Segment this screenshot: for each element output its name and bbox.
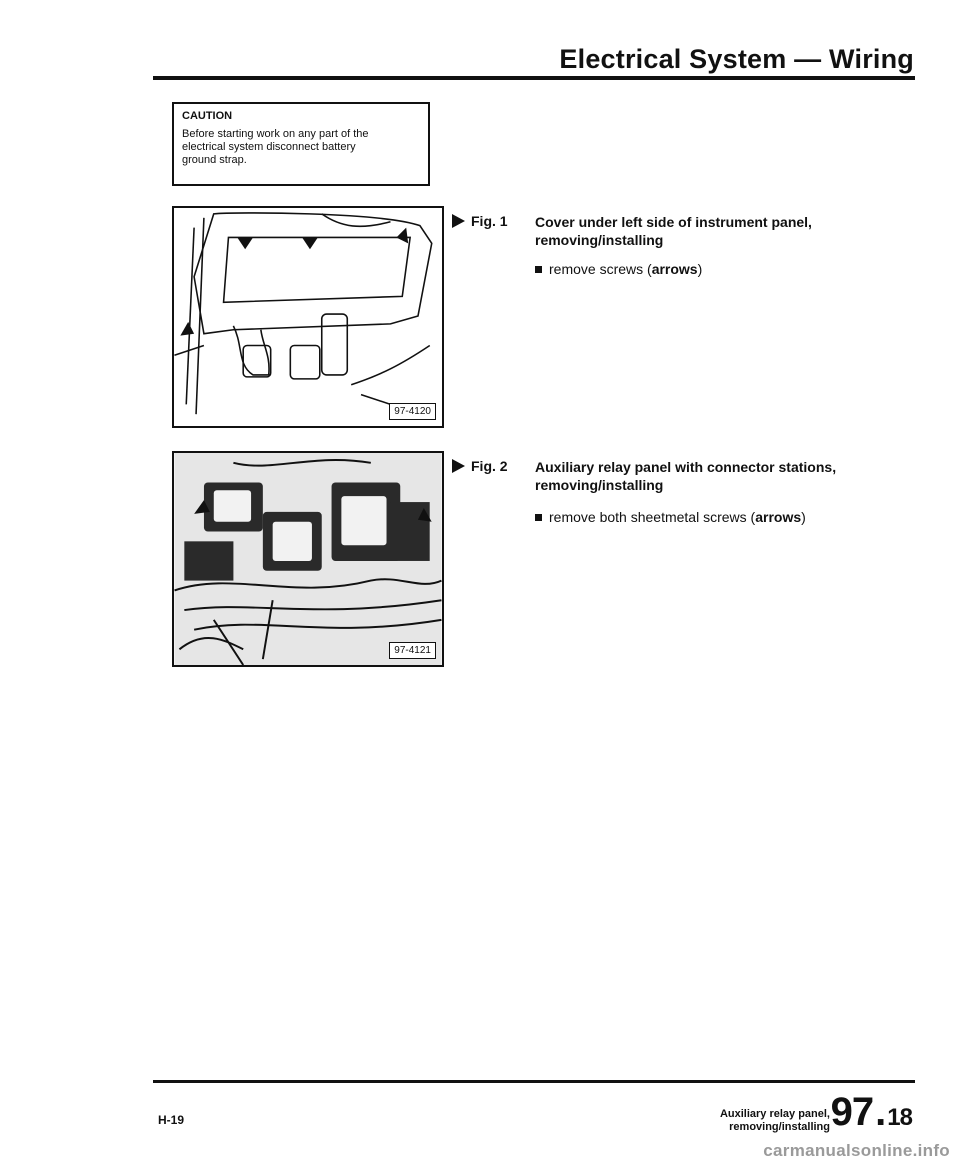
figure-2-label: Fig. 2 bbox=[452, 458, 508, 476]
figure-2-illustration bbox=[172, 451, 444, 667]
figure-1-illustration bbox=[172, 206, 444, 428]
pointer-arrow-icon bbox=[452, 459, 465, 473]
footer-caption: Auxiliary relay panel, removing/installing bbox=[719, 1108, 830, 1133]
page-id: H-19 bbox=[158, 1113, 185, 1127]
figure-2-title: Auxiliary relay panel with connector stations, removing/installing bbox=[535, 459, 837, 493]
relay-panel-drawing bbox=[174, 453, 442, 665]
footer-rule bbox=[153, 1080, 915, 1083]
screw-arrow-1 bbox=[237, 237, 253, 249]
figure-1-title: Cover under left side of instrument panel, removing/installing bbox=[535, 214, 812, 248]
figure-2-number: 97-4121 bbox=[389, 642, 436, 659]
pointer-arrow-icon bbox=[452, 214, 465, 228]
caution-heading: CAUTION bbox=[182, 110, 233, 122]
caution-text: Before starting work on any part of the electrical system disconnect battery ground strap. bbox=[182, 128, 369, 166]
caution-box bbox=[172, 102, 430, 186]
figure-2-instruction: remove both sheetmetal screws (arrows) bbox=[535, 508, 806, 526]
bullet-square-icon bbox=[535, 514, 542, 521]
figure-1-instruction: remove screws (arrows) bbox=[535, 260, 702, 278]
watermark: carmanualsonline.info bbox=[763, 1141, 950, 1160]
instrument-panel-drawing bbox=[174, 208, 442, 426]
bullet-square-icon bbox=[535, 266, 542, 273]
header-rule bbox=[153, 76, 915, 80]
page-title: Electrical System — Wiring bbox=[559, 44, 914, 74]
figure-1-number: 97-4120 bbox=[389, 403, 436, 420]
figure-1-label: Fig. 1 bbox=[452, 213, 508, 231]
section-number: 97.18 bbox=[830, 1090, 912, 1134]
